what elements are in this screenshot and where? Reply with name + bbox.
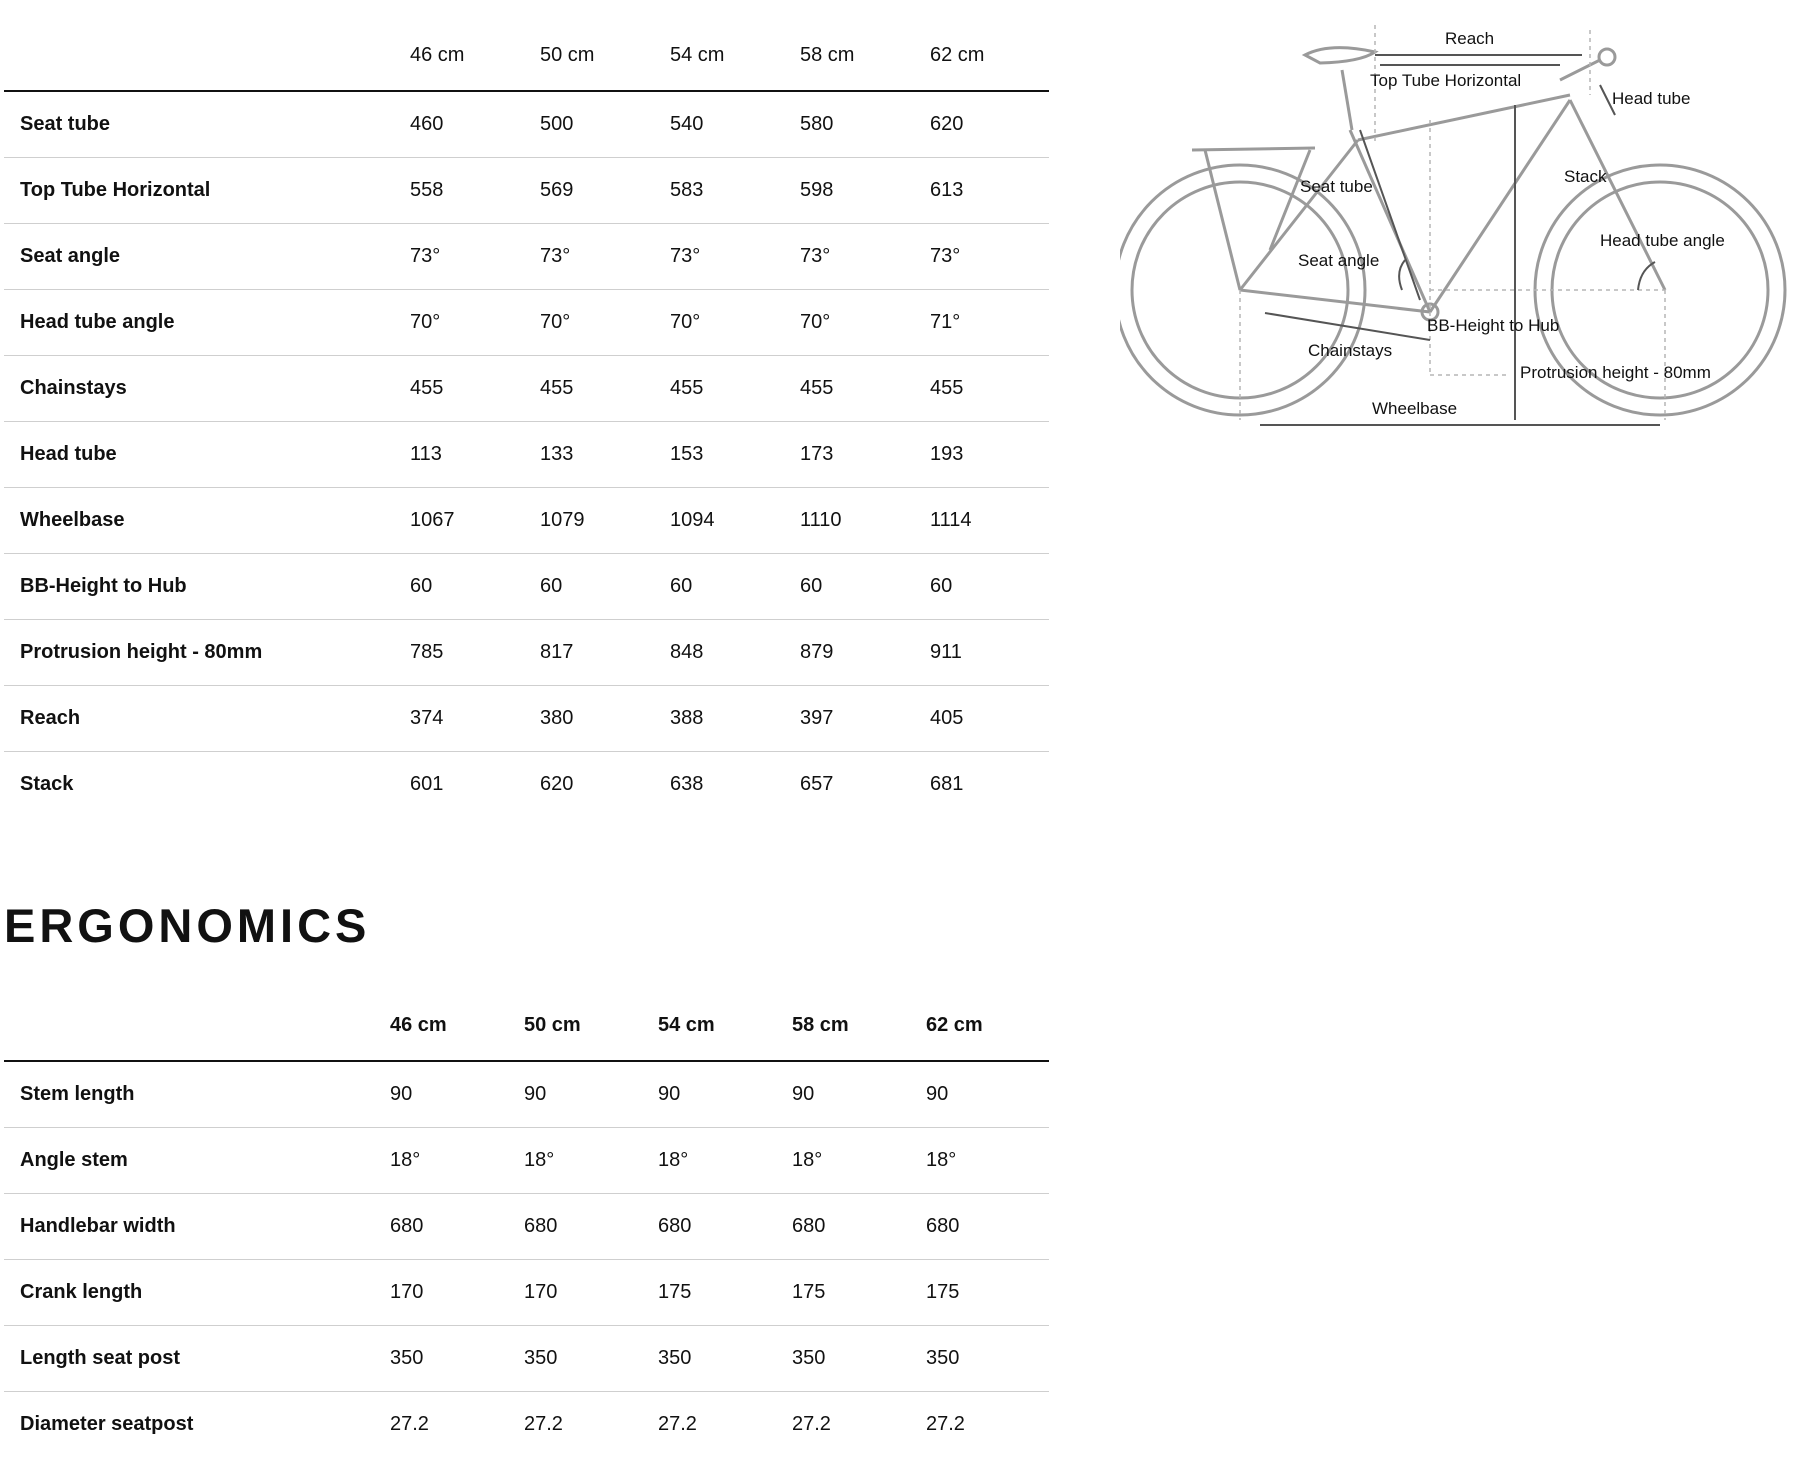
seat-angle-arc [1399, 260, 1405, 290]
table-cell: 153 [670, 422, 800, 488]
diagram-label-seat-angle: Seat angle [1298, 251, 1379, 270]
row-label: Diameter seatpost [4, 1392, 390, 1457]
ergonomics-size-header: 46 cm [390, 990, 524, 1061]
handlebar-end [1599, 49, 1615, 65]
table-cell: 70° [670, 290, 800, 356]
table-cell: 680 [926, 1194, 1049, 1260]
table-cell: 90 [658, 1061, 792, 1128]
table-cell: 879 [800, 620, 930, 686]
table-cell: 583 [670, 158, 800, 224]
rear-rack-deck [1192, 148, 1315, 150]
geometry-size-header: 58 cm [800, 20, 930, 91]
table-cell: 569 [540, 158, 670, 224]
table-cell: 350 [524, 1326, 658, 1392]
table-cell: 90 [926, 1061, 1049, 1128]
diagram-label-head-tube: Head tube [1612, 89, 1690, 108]
table-cell: 1110 [800, 488, 930, 554]
table-cell: 350 [658, 1326, 792, 1392]
row-label: Angle stem [4, 1128, 390, 1194]
table-cell: 1067 [410, 488, 540, 554]
table-row [4, 488, 1049, 554]
table-cell: 1114 [930, 488, 1049, 554]
table-cell: 350 [792, 1326, 926, 1392]
table-row [4, 1326, 1049, 1392]
table-row [4, 422, 1049, 488]
table-cell: 60 [930, 554, 1049, 620]
table-cell: 90 [524, 1061, 658, 1128]
table-row [4, 91, 1049, 158]
table-cell: 911 [930, 620, 1049, 686]
table-cell: 18° [524, 1128, 658, 1194]
row-label: Stem length [4, 1061, 390, 1128]
row-label: Top Tube Horizontal [4, 158, 410, 224]
table-cell: 405 [930, 686, 1049, 752]
table-cell: 500 [540, 91, 670, 158]
table-cell: 71° [930, 290, 1049, 356]
table-cell: 173 [800, 422, 930, 488]
seat-tube-line [1350, 130, 1430, 312]
table-cell: 785 [410, 620, 540, 686]
table-row [4, 158, 1049, 224]
table-cell: 680 [792, 1194, 926, 1260]
table-cell: 70° [540, 290, 670, 356]
table-row [4, 554, 1049, 620]
table-cell: 558 [410, 158, 540, 224]
table-row [4, 290, 1049, 356]
seatpost-line [1342, 70, 1352, 130]
table-cell: 580 [800, 91, 930, 158]
table-cell: 175 [658, 1260, 792, 1326]
table-row [4, 686, 1049, 752]
row-label: Wheelbase [4, 488, 410, 554]
row-label: Seat angle [4, 224, 410, 290]
ergonomics-size-header: 58 cm [792, 990, 926, 1061]
diagram-label-chainstays: Chainstays [1308, 341, 1392, 360]
table-cell: 73° [540, 224, 670, 290]
table-cell: 60 [540, 554, 670, 620]
table-cell: 380 [540, 686, 670, 752]
table-cell: 374 [410, 686, 540, 752]
table-cell: 350 [926, 1326, 1049, 1392]
diagram-label-stack: Stack [1564, 167, 1607, 186]
chainstay-arrow [1265, 313, 1430, 340]
table-cell: 598 [800, 158, 930, 224]
row-label: Chainstays [4, 356, 410, 422]
ergonomics-header-row [4, 990, 1049, 1061]
row-label: Stack [4, 752, 410, 818]
table-cell: 18° [390, 1128, 524, 1194]
table-cell: 848 [670, 620, 800, 686]
bike-geometry-diagram [1120, 0, 1810, 440]
table-cell: 27.2 [524, 1392, 658, 1457]
diagram-label-top-tube: Top Tube Horizontal [1370, 71, 1521, 90]
table-cell: 657 [800, 752, 930, 818]
table-cell: 27.2 [792, 1392, 926, 1457]
table-cell: 680 [658, 1194, 792, 1260]
row-label: Length seat post [4, 1326, 390, 1392]
diagram-label-protrusion: Protrusion height - 80mm [1520, 363, 1711, 382]
table-row [4, 1194, 1049, 1260]
table-cell: 460 [410, 91, 540, 158]
ergonomics-size-header: 54 cm [658, 990, 792, 1061]
table-cell: 175 [792, 1260, 926, 1326]
down-tube-line [1430, 100, 1570, 312]
seat-tube-arrow [1360, 130, 1420, 300]
row-label: Handlebar width [4, 1194, 390, 1260]
table-cell: 620 [540, 752, 670, 818]
table-cell: 90 [792, 1061, 926, 1128]
geometry-size-header: 54 cm [670, 20, 800, 91]
table-cell: 60 [800, 554, 930, 620]
table-cell: 73° [670, 224, 800, 290]
table-cell: 455 [800, 356, 930, 422]
table-cell: 90 [390, 1061, 524, 1128]
table-row [4, 620, 1049, 686]
table-row [4, 752, 1049, 818]
table-cell: 455 [670, 356, 800, 422]
table-cell: 681 [930, 752, 1049, 818]
row-label: Reach [4, 686, 410, 752]
ergonomics-size-header: 50 cm [524, 990, 658, 1061]
table-cell: 613 [930, 158, 1049, 224]
table-cell: 133 [540, 422, 670, 488]
table-cell: 1094 [670, 488, 800, 554]
table-cell: 350 [390, 1326, 524, 1392]
table-cell: 817 [540, 620, 670, 686]
stem-line [1560, 60, 1600, 80]
table-row [4, 1392, 1049, 1457]
table-cell: 680 [390, 1194, 524, 1260]
chainstay-line [1240, 290, 1430, 312]
table-cell: 70° [800, 290, 930, 356]
diagram-label-head-tube-angle: Head tube angle [1600, 231, 1725, 250]
table-cell: 170 [390, 1260, 524, 1326]
table-cell: 193 [930, 422, 1049, 488]
diagram-label-wheelbase: Wheelbase [1372, 399, 1457, 418]
row-label: BB-Height to Hub [4, 554, 410, 620]
table-cell: 27.2 [390, 1392, 524, 1457]
table-cell: 638 [670, 752, 800, 818]
table-cell: 455 [930, 356, 1049, 422]
saddle-shape [1305, 48, 1375, 63]
table-cell: 455 [540, 356, 670, 422]
ergonomics-table [4, 990, 1049, 1457]
row-label: Protrusion height - 80mm [4, 620, 410, 686]
table-row [4, 224, 1049, 290]
table-cell: 388 [670, 686, 800, 752]
geometry-size-header: 62 cm [930, 20, 1049, 91]
table-cell: 27.2 [926, 1392, 1049, 1457]
table-cell: 73° [800, 224, 930, 290]
table-cell: 1079 [540, 488, 670, 554]
table-cell: 60 [670, 554, 800, 620]
saddle [1305, 48, 1375, 63]
diagram-label-bb-height: BB-Height to Hub [1427, 316, 1559, 335]
diagram-label-reach: Reach [1445, 29, 1494, 48]
geometry-size-header: 46 cm [410, 20, 540, 91]
table-cell: 175 [926, 1260, 1049, 1326]
row-label: Head tube [4, 422, 410, 488]
table-row [4, 356, 1049, 422]
table-cell: 60 [410, 554, 540, 620]
table-cell: 170 [524, 1260, 658, 1326]
table-cell: 73° [930, 224, 1049, 290]
table-cell: 620 [930, 91, 1049, 158]
fork-line [1570, 100, 1665, 290]
table-cell: 27.2 [658, 1392, 792, 1457]
table-cell: 18° [658, 1128, 792, 1194]
table-row [4, 1061, 1049, 1128]
row-label: Crank length [4, 1260, 390, 1326]
table-cell: 680 [524, 1194, 658, 1260]
table-cell: 18° [926, 1128, 1049, 1194]
table-cell: 113 [410, 422, 540, 488]
rear-rack-strut [1270, 150, 1310, 250]
table-cell: 18° [792, 1128, 926, 1194]
geometry-size-header: 50 cm [540, 20, 670, 91]
table-cell: 397 [800, 686, 930, 752]
rear-rack-stay [1205, 150, 1240, 290]
geometry-table [4, 20, 1049, 817]
row-label: Head tube angle [4, 290, 410, 356]
table-row [4, 1128, 1049, 1194]
table-cell: 455 [410, 356, 540, 422]
geometry-header-empty [4, 20, 410, 91]
ergonomics-title: ERGONOMICS [4, 898, 370, 953]
diagram-label-seat-tube: Seat tube [1300, 177, 1373, 196]
top-tube-line [1358, 95, 1570, 140]
ergonomics-header-empty [4, 990, 390, 1061]
ergonomics-size-header: 62 cm [926, 990, 1049, 1061]
geometry-header-row [4, 20, 1049, 91]
table-cell: 540 [670, 91, 800, 158]
table-cell: 70° [410, 290, 540, 356]
table-cell: 73° [410, 224, 540, 290]
table-row [4, 1260, 1049, 1326]
table-cell: 601 [410, 752, 540, 818]
row-label: Seat tube [4, 91, 410, 158]
